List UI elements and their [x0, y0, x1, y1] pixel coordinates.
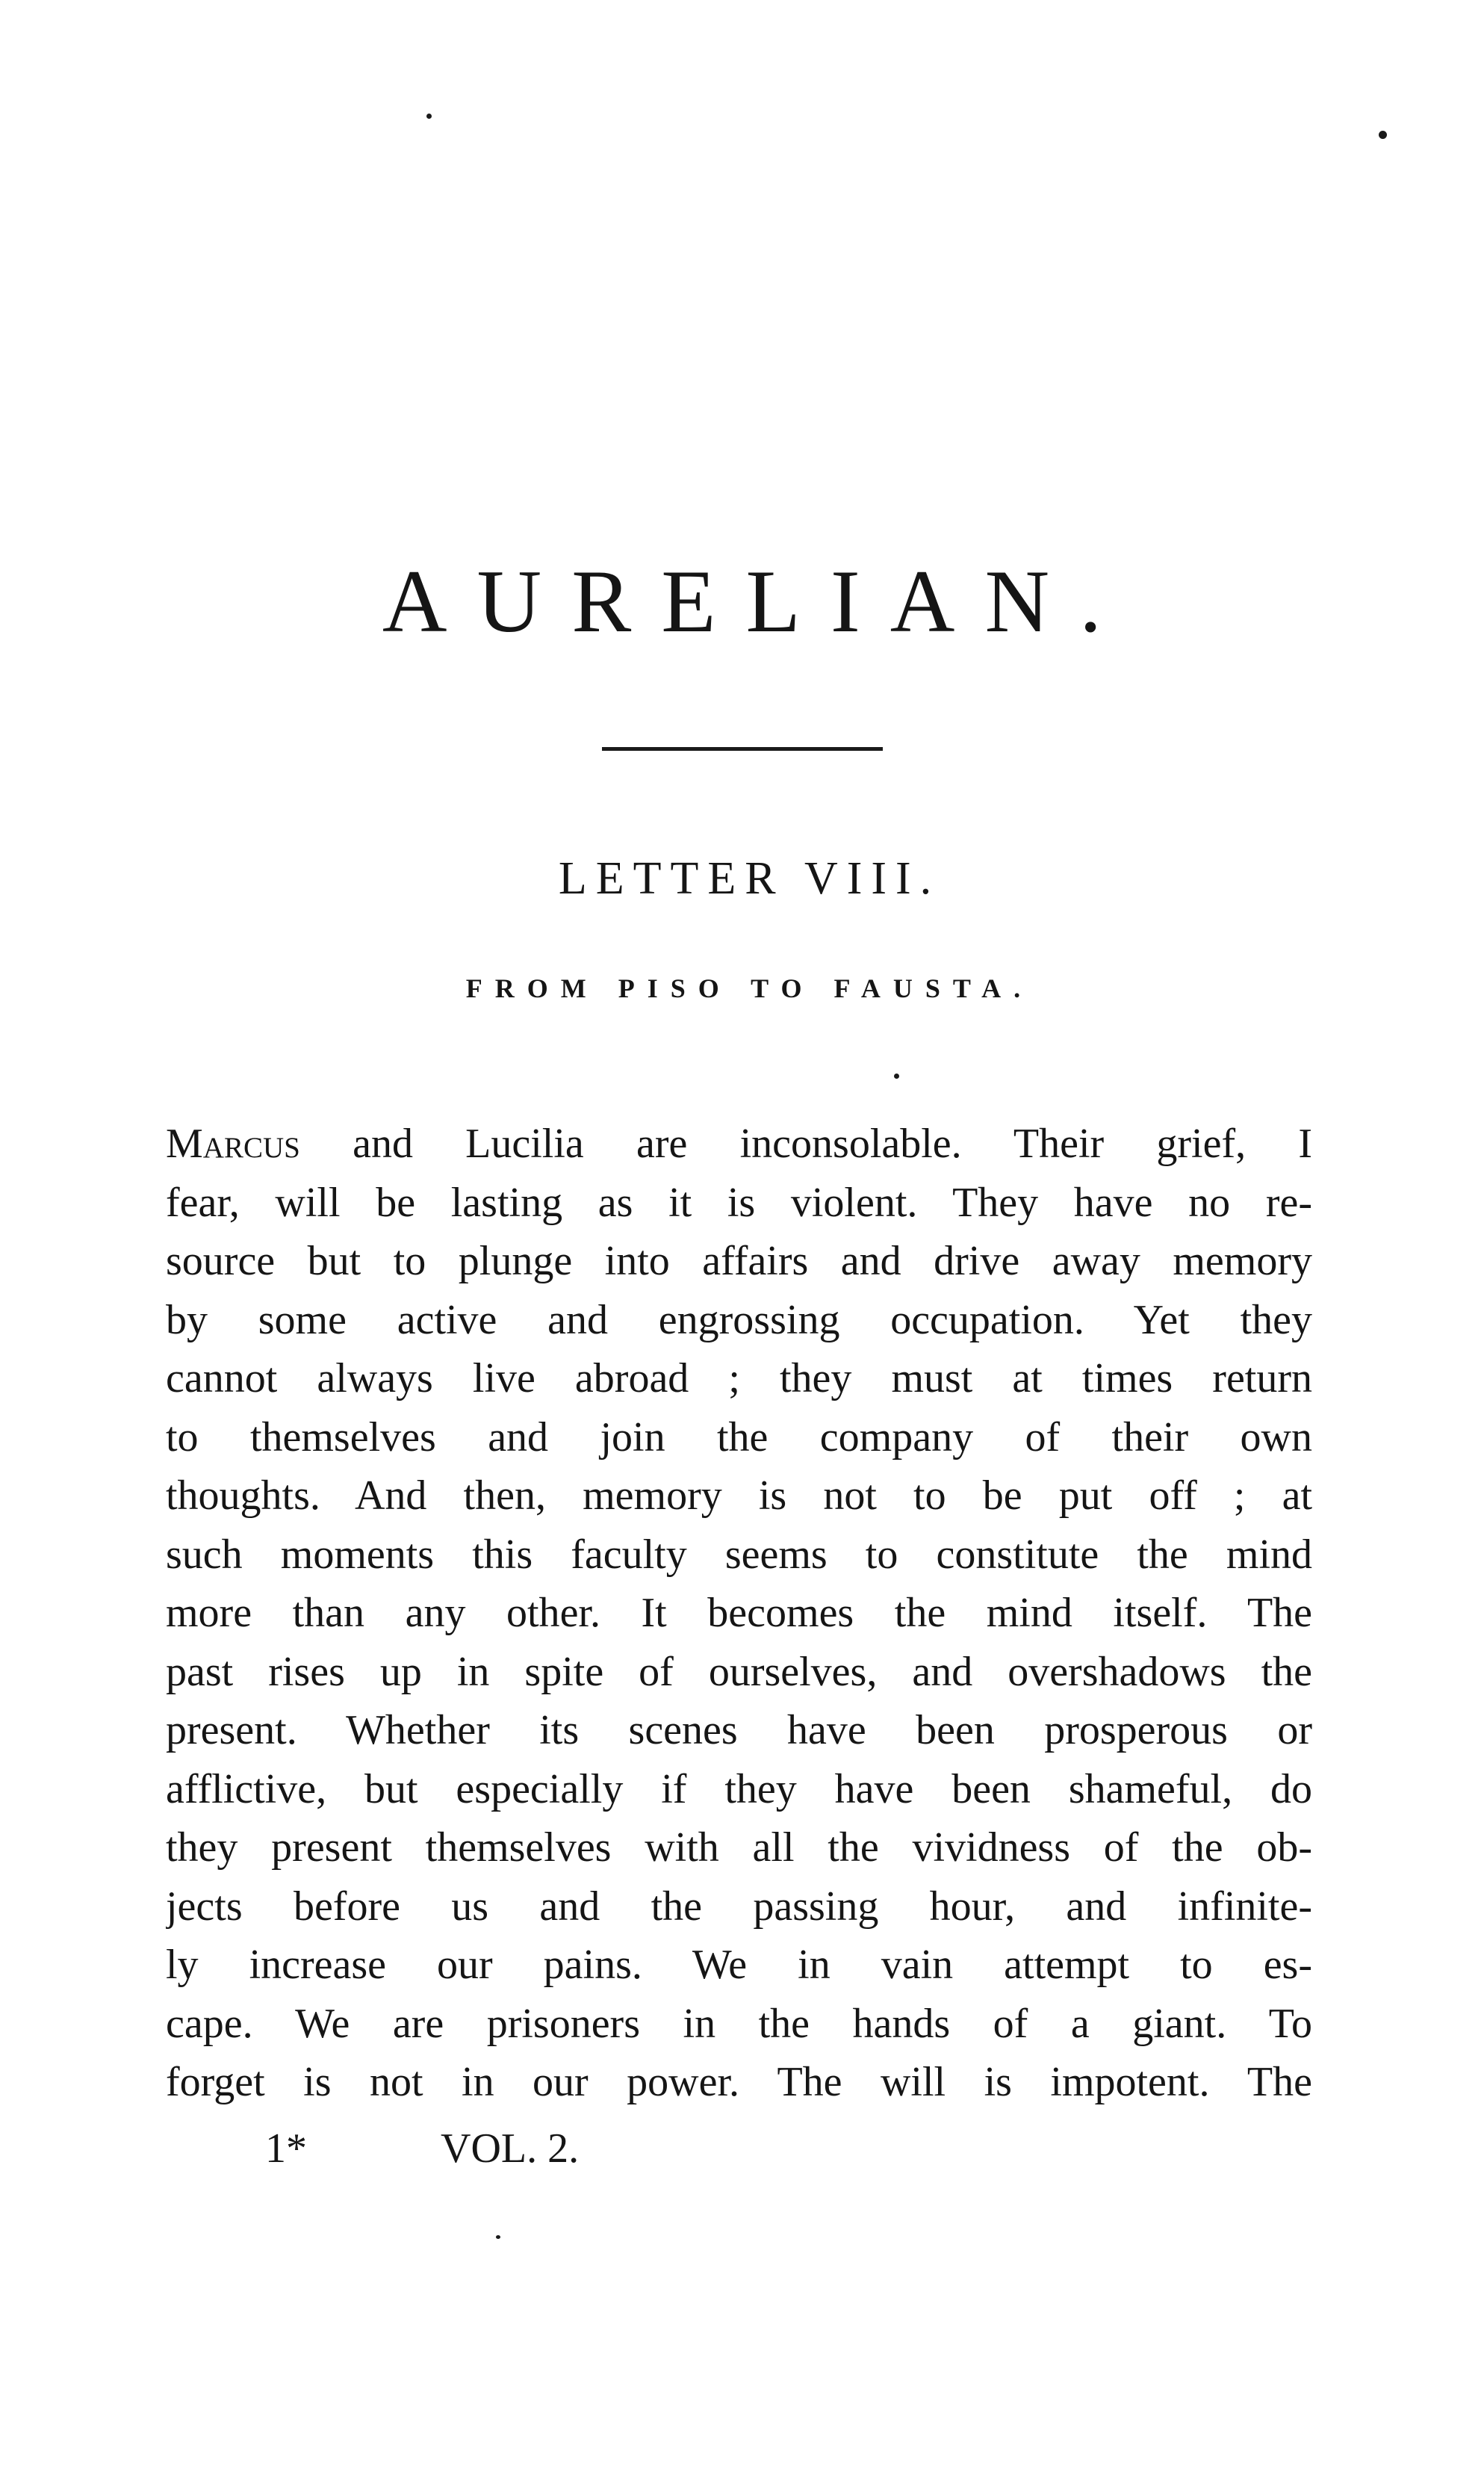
ink-speck	[894, 1074, 899, 1079]
text-line: they present themselves with all the vividness of the ob-	[166, 1824, 1312, 1871]
title-rule	[602, 747, 883, 751]
text-line: cape. We are prisoners in the hands of a giant. To	[166, 2000, 1312, 2047]
text-line: source but to plunge into affairs and drive away memory	[166, 1238, 1312, 1284]
book-title: AURELIAN.	[382, 551, 1132, 651]
text-line: jects before us and the passing hour, and infinite-	[166, 1883, 1312, 1930]
page-footer	[265, 2125, 580, 2172]
ink-speck	[426, 114, 432, 119]
text-line: to themselves and join the company of their own	[166, 1413, 1312, 1461]
text-line: ly increase our pains. We in vain attempt to es-	[166, 1942, 1312, 1988]
ink-speck	[496, 2235, 500, 2239]
text-line: such moments this faculty seems to constitute the mind	[166, 1531, 1312, 1578]
text-line: more than any other. It becomes the mind itself. The	[166, 1590, 1312, 1636]
letter-body	[166, 1115, 1312, 2112]
volume-label: VOL. 2.	[441, 2125, 580, 2172]
text-line: fear, will be lasting as it is violent. They have no re-	[166, 1179, 1312, 1226]
text-line: afflictive, but especially if they have been shameful, do	[166, 1765, 1312, 1812]
text-line: thoughts. And then, memory is not to be put off ; at	[166, 1472, 1312, 1519]
signature-mark: 1*	[265, 2125, 307, 2172]
ink-speck	[1379, 131, 1387, 139]
letter-subheading: FROM PISO TO FAUSTA.	[465, 973, 1034, 1003]
text-line: present. Whether its scenes have been prosperous or	[166, 1707, 1312, 1753]
text-line: by some active and engrossing occupation. Yet they	[166, 1296, 1312, 1343]
letter-heading: LETTER VIII.	[558, 853, 941, 904]
text-line: cannot always live abroad ; they must at times return	[166, 1355, 1312, 1401]
opening-word: Marcus	[166, 1121, 300, 1167]
text-line: past rises up in spite of ourselves, and overshadows the	[166, 1648, 1312, 1695]
text-line: forget is not in our power. The will is impotent. The	[166, 2059, 1312, 2105]
text-line: Marcus and Lucilia are inconsolable. Their grief, I	[166, 1121, 1312, 1167]
